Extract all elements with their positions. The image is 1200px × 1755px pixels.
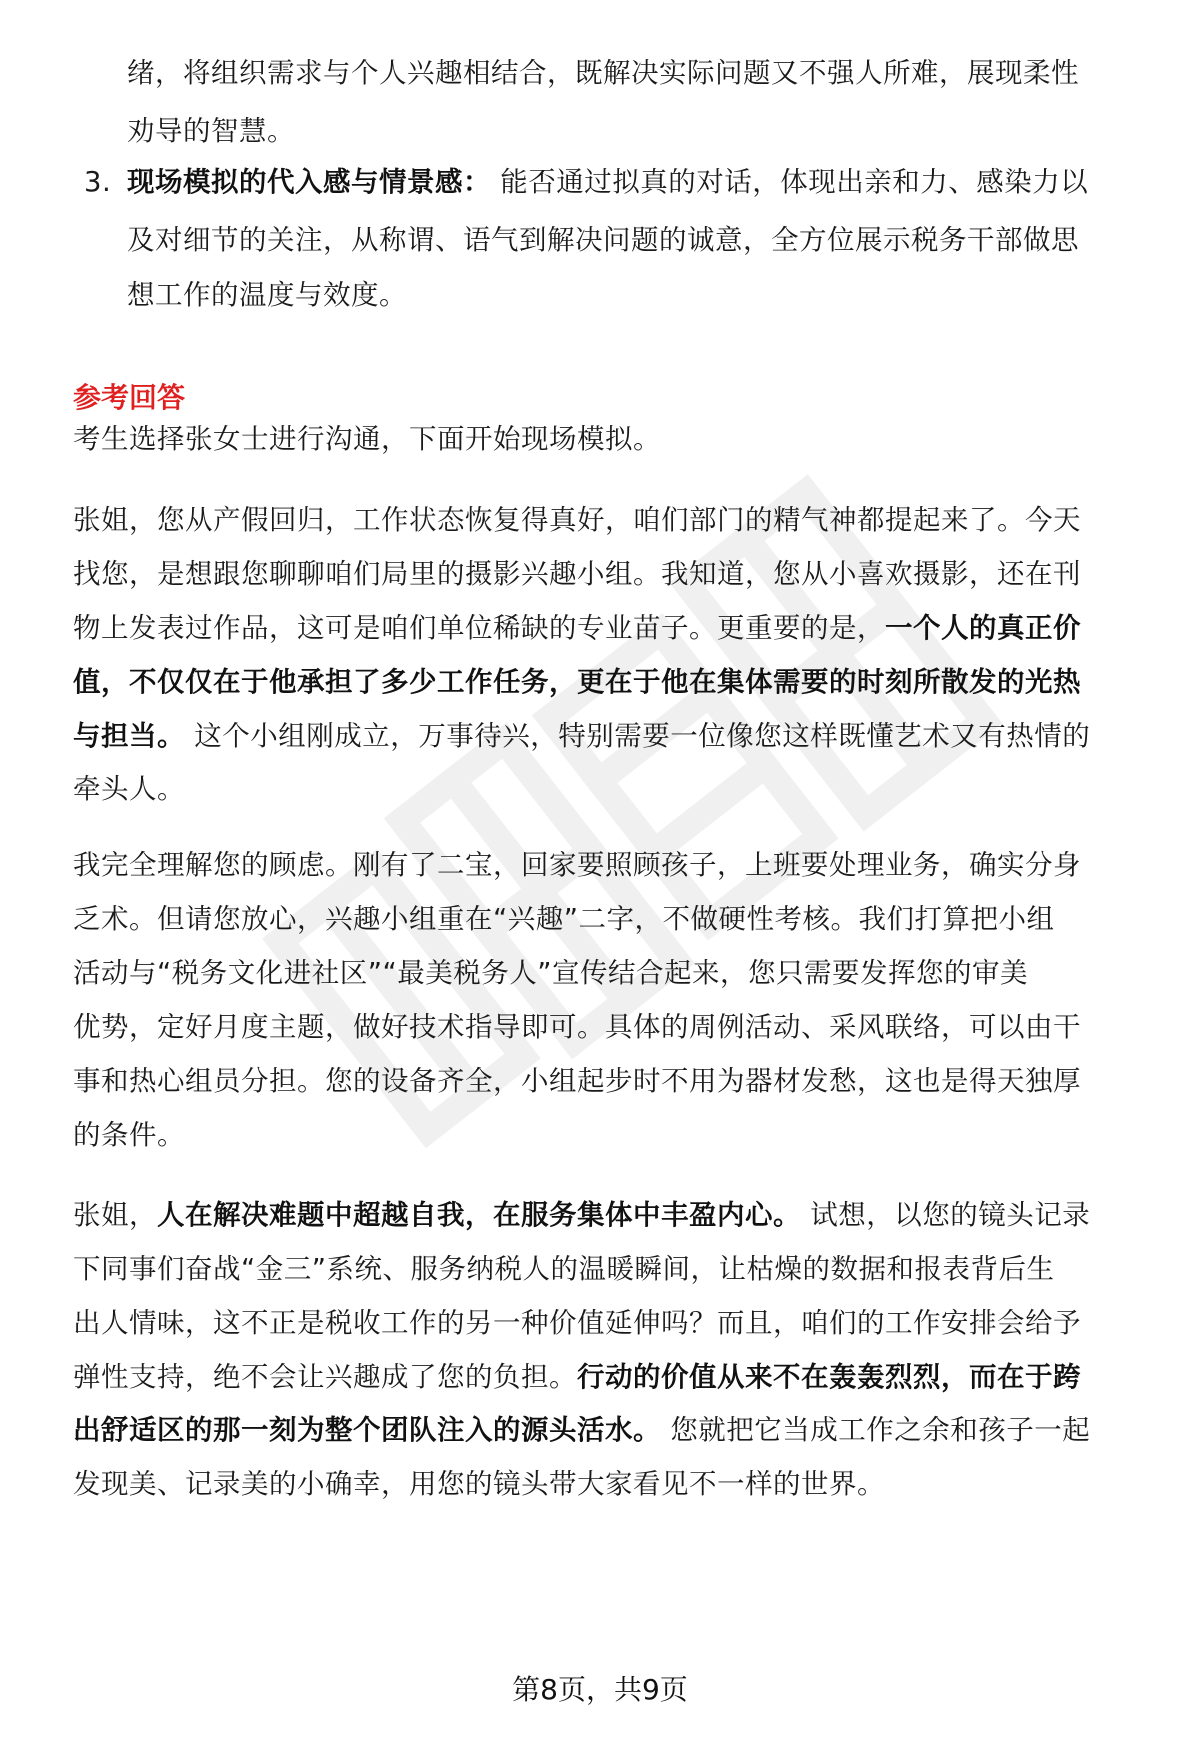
section-title: 参考回答 (73, 381, 186, 414)
para3-line-2: 下同事们奋战“金三”系统、服务纳税人的温暖瞬间，让枯燥的数据和报表背后生 (73, 1253, 1055, 1285)
para1-bold-2: 值，不仅仅在于他承担了多少工作任务，更在于他在集体需要的时刻所散发的光热 (73, 666, 1081, 698)
para1-line-6: 牵头人。 (73, 773, 185, 805)
para3-line-5-b: 您就把它当成工作之余和孩子一起 (661, 1414, 1091, 1446)
para3-line-6: 发现美、记录美的小确幸，用您的镜头带大家看见不一样的世界。 (73, 1468, 885, 1500)
list-item-text-line-2: 及对细节的关注，从称谓、语气到解决问题的诚意，全方位展示税务干部做思 (127, 224, 1079, 256)
para3-line-5 (73, 1401, 1173, 1459)
para1-bold-3: 与担当。 (73, 720, 185, 752)
list-item-bold-label: 现场模拟的代入感与情景感： (127, 166, 491, 198)
para1-line-3-text: 物上发表过作品，这可是咱们单位稀缺的专业苗子。更重要的是， (73, 612, 885, 644)
para3-bold-3: 出舒适区的那一刻为整个团队注入的源头活水。 (73, 1414, 661, 1446)
para2-line-5: 事和热心组员分担。您的设备齐全，小组起步时不用为器材发愁，这也是得天独厚 (73, 1065, 1081, 1097)
para2-line-2: 乏术。但请您放心，兴趣小组重在“兴趣”二字，不做硬性考核。我们打算把小组 (73, 903, 1055, 935)
list-item-text-line-1: 能否通过拟真的对话，体现出亲和力、感染力以 (500, 166, 1089, 198)
para3-line-1-b: 试想，以您的镜头记录 (801, 1199, 1091, 1231)
continuation-line-1: 绪，将组织需求与个人兴趣相结合，既解决实际问题又不强人所难，展现柔性 (127, 57, 1079, 89)
para1-line-3 (73, 599, 1173, 657)
list-item-body (127, 153, 1167, 211)
para1-line-4 (73, 653, 1173, 711)
para2-line-6: 的条件。 (73, 1119, 185, 1151)
para3-bold-2: 行动的价值从来不在轰轰烈烈，而在于跨 (577, 1361, 1081, 1393)
para2-line-4: 优势，定好月度主题，做好技术指导即可。具体的周例活动、采风联络，可以由干 (73, 1011, 1081, 1043)
para2-line-3: 活动与“税务文化进社区”“最美税务人”宣传结合起来，您只需要发挥您的审美 (73, 957, 1028, 989)
continuation-line-2: 劝导的智慧。 (127, 115, 295, 147)
list-number: 3. (84, 166, 112, 198)
para2-line-1: 我完全理解您的顾虑。刚有了二宝，回家要照顾孩子，上班要处理业务，确实分身 (73, 849, 1081, 881)
para1-line-1: 张姐，您从产假回归，工作状态恢复得真好，咱们部门的精气神都提起来了。今天 (73, 504, 1081, 536)
para3-line-3: 出人情味，这不正是税收工作的另一种价值延伸吗？而且，咱们的工作安排会给予 (73, 1307, 1081, 1339)
page-footer: 第8页，共9页 (512, 1673, 688, 1706)
para1-line-5-text: 这个小组刚成立，万事待兴，特别需要一位像您这样既懂艺术又有热情的 (185, 720, 1091, 752)
para1-bold-1: 一个人的真正价 (885, 612, 1081, 644)
para3-line-1 (73, 1186, 1173, 1244)
intro-paragraph: 考生选择张女士进行沟通，下面开始现场模拟。 (73, 423, 661, 455)
para3-line-4 (73, 1348, 1173, 1406)
list-item-text-line-3: 想工作的温度与效度。 (127, 279, 407, 311)
para1-line-5 (73, 707, 1173, 765)
para3-line-4-a: 弹性支持，绝不会让兴趣成了您的负担。 (73, 1361, 577, 1393)
para3-line-1-a: 张姐， (73, 1199, 157, 1231)
para1-line-2: 找您，是想跟您聊聊咱们局里的摄影兴趣小组。我知道，您从小喜欢摄影，还在刊 (73, 558, 1081, 590)
para3-bold-1: 人在解决难题中超越自我，在服务集体中丰盈内心。 (157, 1199, 801, 1231)
